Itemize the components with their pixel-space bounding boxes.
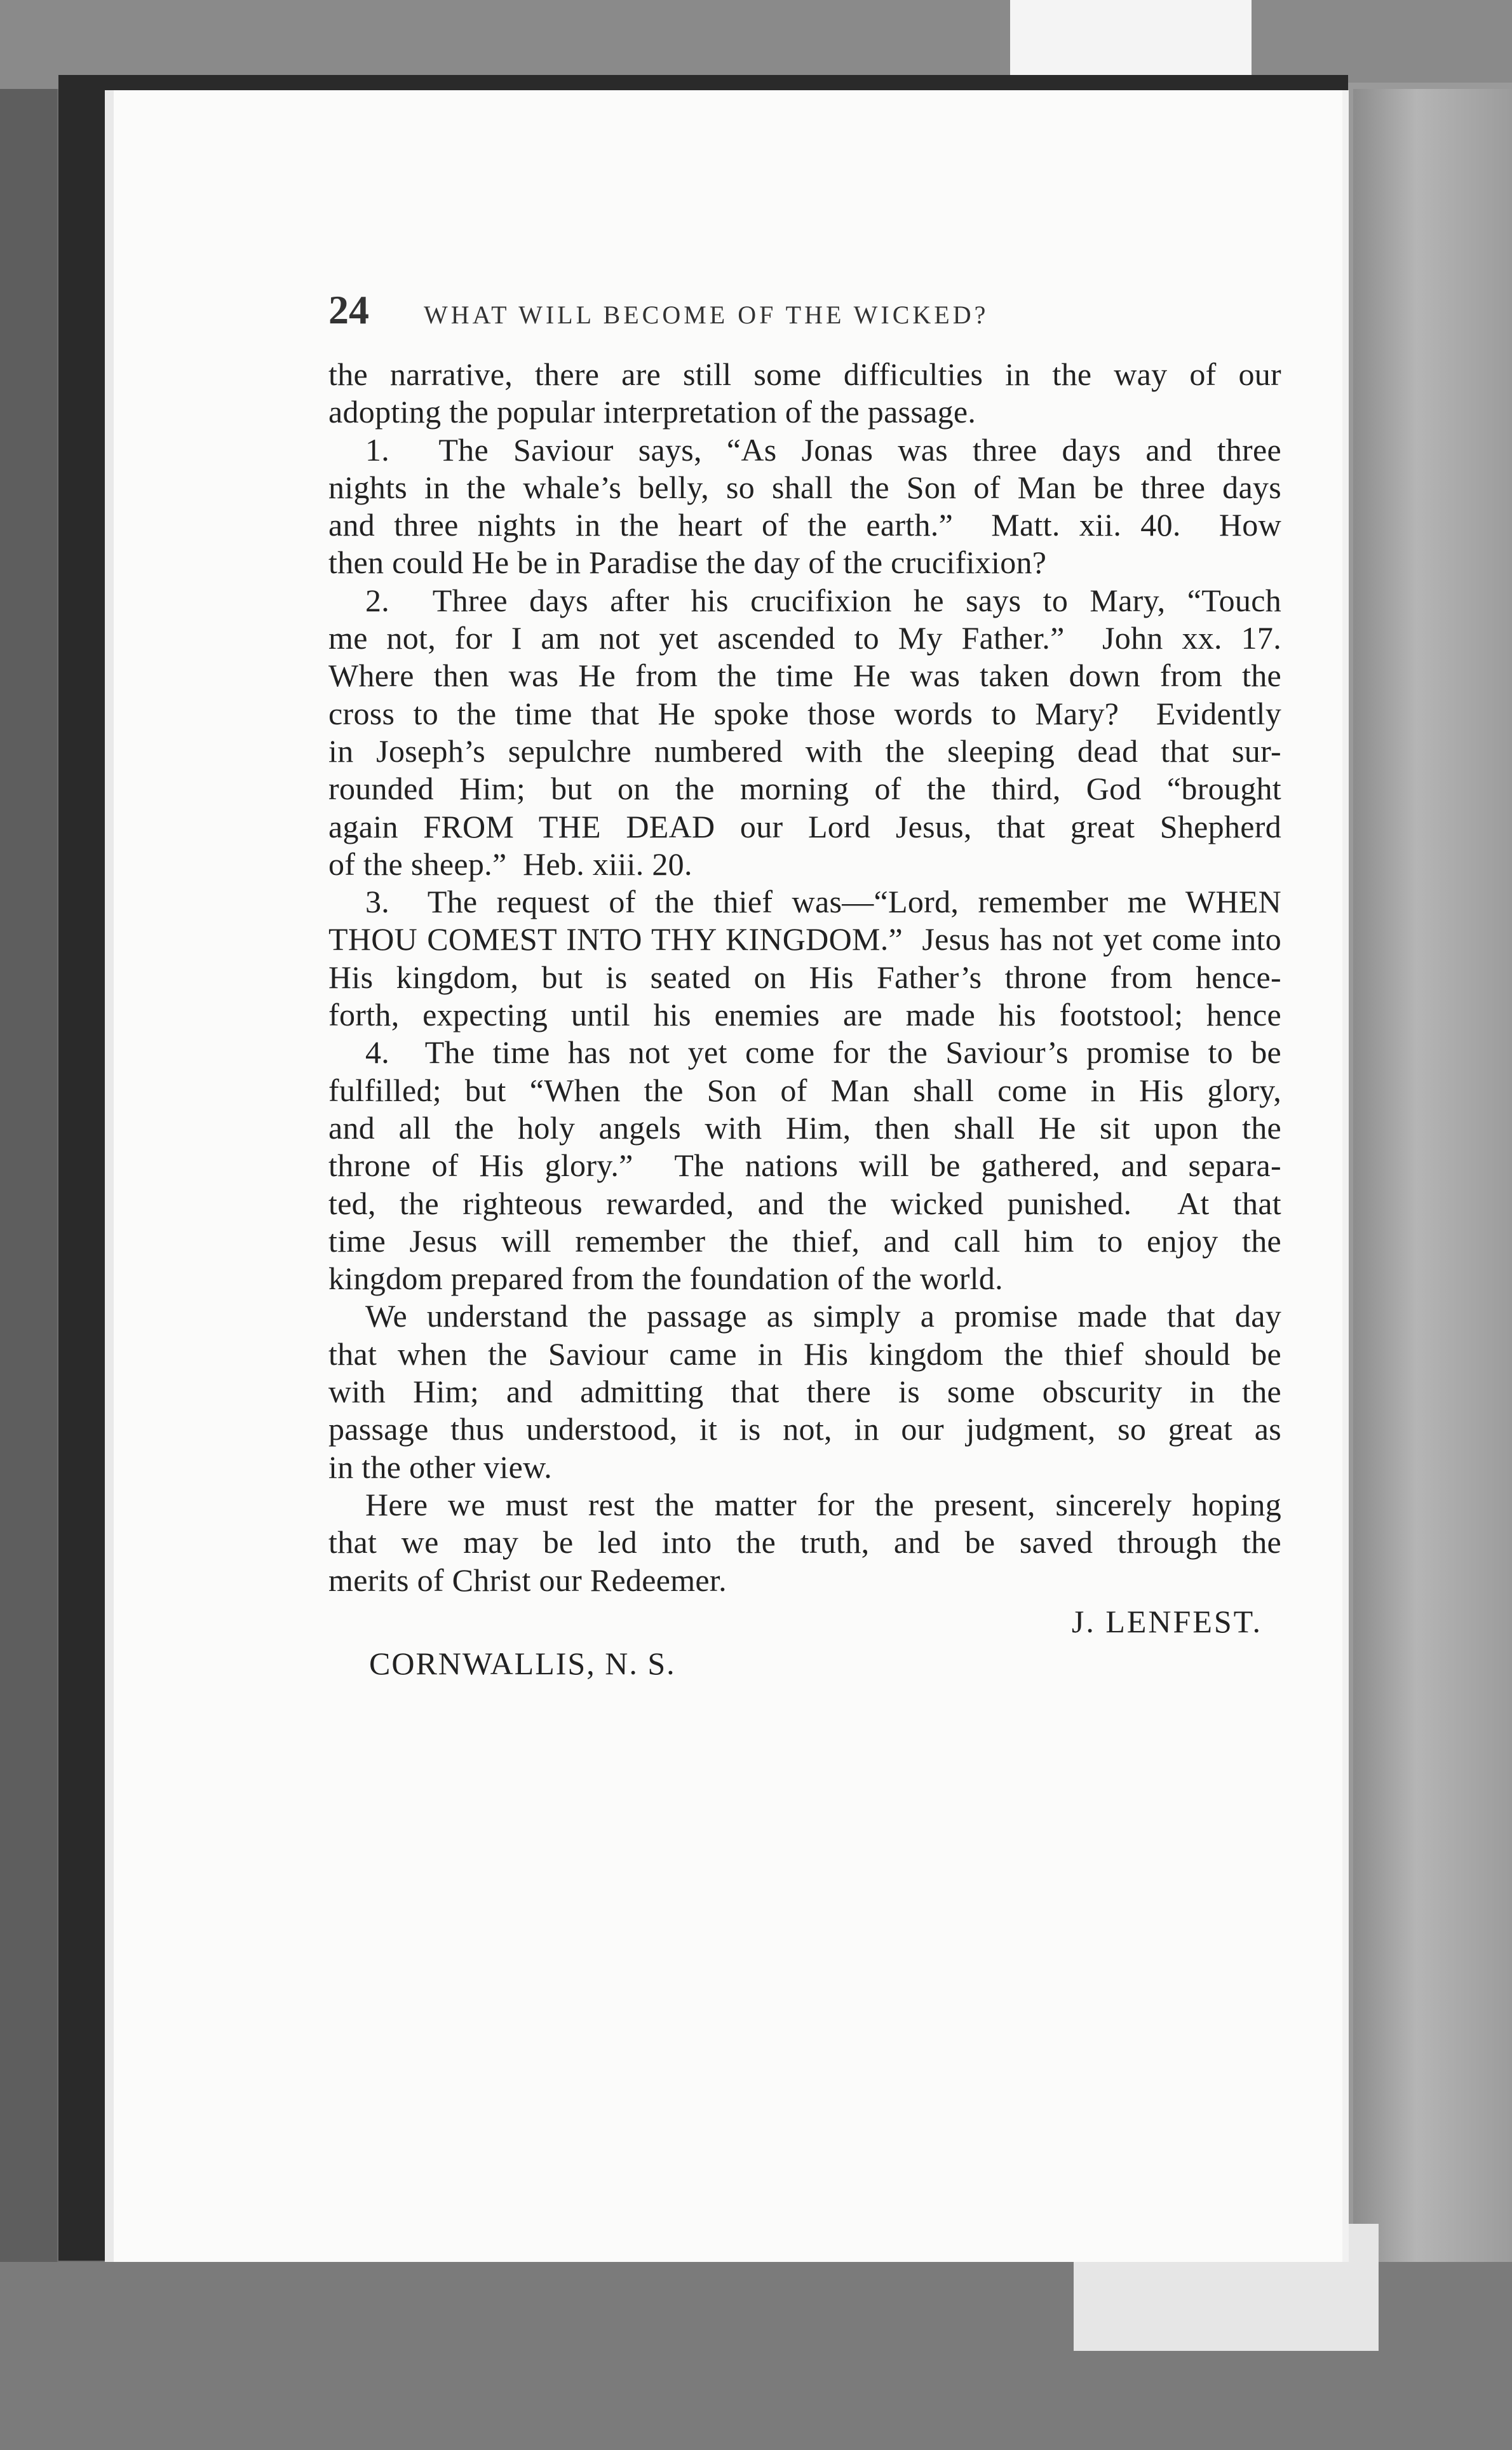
text-line: Where then was He from the time He was taken down from the <box>328 658 1281 694</box>
place-line: CORNWALLIS, N. S. <box>369 1645 676 1681</box>
page-header <box>328 287 1281 342</box>
text-line: me not, for I am not yet ascended to My Father.” John xx. 17. <box>328 620 1281 656</box>
text-line: We understand the passage as simply a promise made that day <box>365 1298 1281 1334</box>
text-line: in the other view. <box>328 1449 553 1485</box>
book-edge-right <box>1353 89 1512 2440</box>
text-line: ted, the righteous rewarded, and the wicked punished. At that <box>328 1185 1281 1221</box>
text-line: fulfilled; but “When the Son of Man shall come in His glory, <box>328 1072 1281 1108</box>
text-line: Here we must rest the matter for the present, sincerely hoping <box>365 1486 1281 1522</box>
text-line: rounded Him; but on the morning of the third, God “brought <box>328 771 1281 807</box>
text-line: forth, expecting until his enemies are made his footstool; hence <box>328 997 1281 1033</box>
text-line: in Joseph’s sepulchre numbered with the sleeping dead that sur- <box>328 733 1281 769</box>
running-head: WHAT WILL BECOME OF THE WICKED? <box>424 301 989 329</box>
text-line: that we may be led into the truth, and be saved through the <box>328 1524 1281 1560</box>
text-line: that when the Saviour came in His kingdom the thief should be <box>328 1336 1281 1372</box>
text-line: passage thus understood, it is not, in our judgment, so great as <box>328 1411 1281 1447</box>
text-line: and three nights in the heart of the earth.” Matt. xii. 40. How <box>328 507 1281 543</box>
text-line: cross to the time that He spoke those words to Mary? Evidently <box>328 695 1281 731</box>
text-line: 2. Three days after his crucifixion he says to Mary, “Touch <box>365 582 1281 618</box>
text-line: kingdom prepared from the foundation of the world. <box>328 1261 1003 1297</box>
text-line: adopting the popular interpretation of the passage. <box>328 394 976 430</box>
scan-background-left <box>0 89 57 2450</box>
paper-tab-top <box>1010 0 1252 76</box>
text-line: of the sheep.” Heb. xiii. 20. <box>328 846 692 882</box>
page-text-block <box>328 287 1281 1683</box>
text-line: and all the holy angels with Him, then shall He sit upon the <box>328 1109 1281 1146</box>
text-line: THOU COMEST INTO THY KINGDOM.” Jesus has not yet come into <box>328 921 1281 958</box>
text-line: 4. The time has not yet come for the Saviour’s promise to be <box>365 1034 1281 1071</box>
text-line: the narrative, there are still some difficulties in the way of our <box>328 356 1281 392</box>
text-line: again FROM THE DEAD our Lord Jesus, that great Shepherd <box>328 808 1281 844</box>
text-line: throne of His glory.” The nations will be gathered, and separa- <box>328 1147 1281 1184</box>
text-line: with Him; and admitting that there is some obscurity in the <box>328 1374 1281 1410</box>
text-line: time Jesus will remember the thief, and call him to enjoy the <box>328 1222 1281 1259</box>
author-signature: J. LENFEST. <box>1071 1603 1262 1639</box>
text-line: His kingdom, but is seated on His Father’s throne from hence- <box>328 959 1281 995</box>
text-line: then could He be in Paradise the day of the crucifixion? <box>328 545 1047 581</box>
page-number: 24 <box>328 287 369 332</box>
text-line: nights in the whale’s belly, so shall the Son of Man be three days <box>328 469 1281 505</box>
text-line: 1. The Saviour says, “As Jonas was three days and three <box>365 431 1281 468</box>
text-line: 3. The request of the thief was—“Lord, remember me WHEN <box>365 884 1281 920</box>
text-line: merits of Christ our Redeemer. <box>328 1562 727 1598</box>
